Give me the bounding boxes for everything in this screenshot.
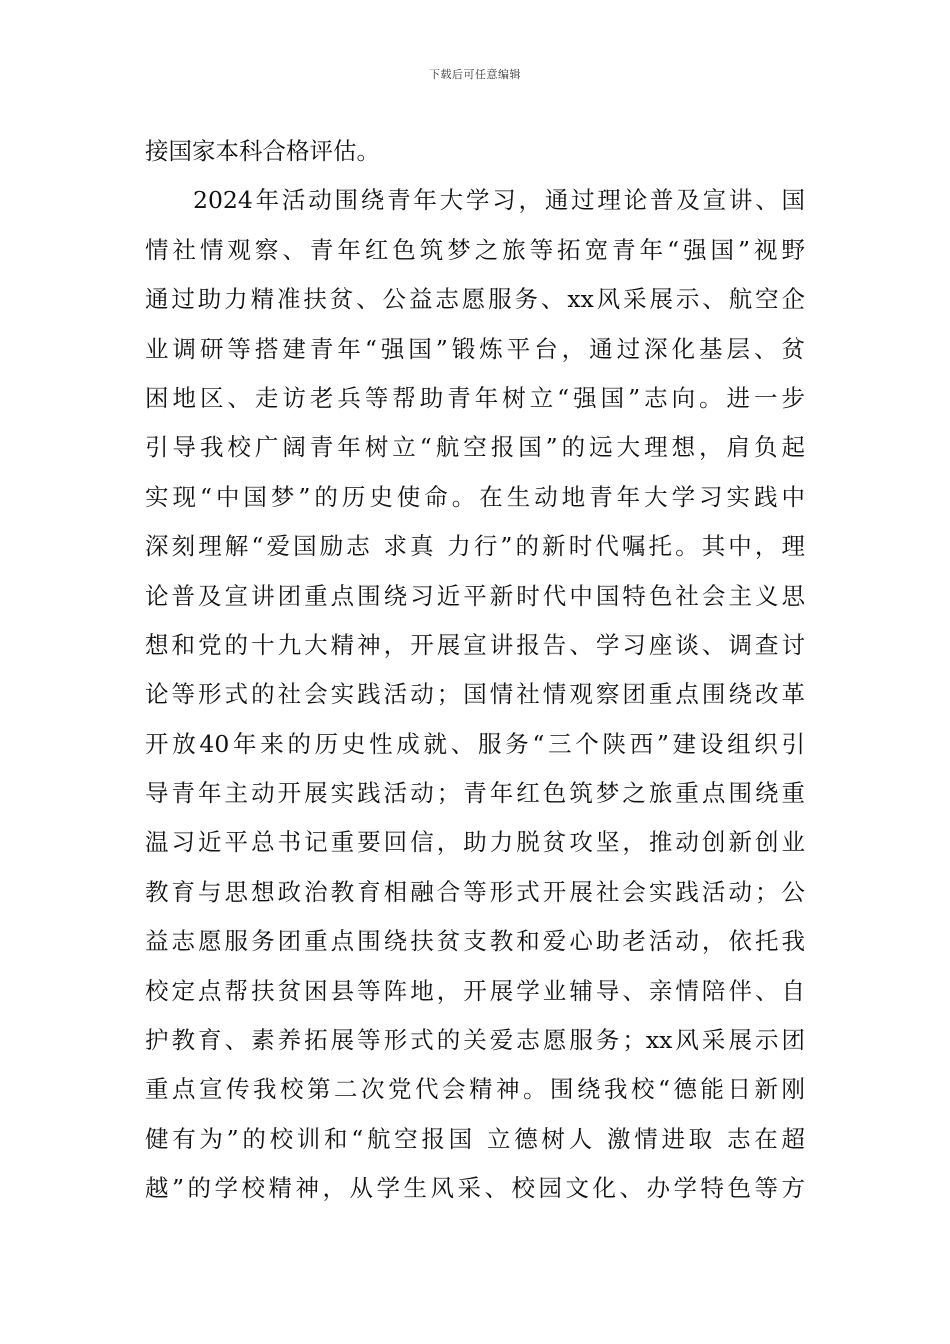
text-line: 业调研等搭建青年“强国”锻炼平台，通过深化基层、贫: [145, 334, 805, 363]
text-line: 论等形式的社会实践活动；国情社情观察团重点围绕改革: [145, 680, 805, 709]
text-line: 温习近平总书记重要回信，助力脱贫攻坚，推动创新创业: [145, 828, 805, 857]
text-line: 越”的学校精神，从学生风采、校园文化、办学特色等方: [145, 1174, 805, 1203]
text-line: 开放40年来的历史性成就、服务“三个陕西”建设组织引: [145, 729, 805, 758]
text-line: 想和党的十九大精神，开展宣讲报告、学习座谈、调查讨: [145, 630, 805, 659]
text-line: 困地区、走访老兵等帮助青年树立“强国”志向。进一步: [145, 383, 805, 412]
text-line: 导青年主动开展实践活动；青年红色筑梦之旅重点围绕重: [145, 779, 805, 808]
text-line: 论普及宣讲团重点围绕习近平新时代中国特色社会主义思: [145, 581, 805, 610]
page-header: 下载后可任意编辑: [429, 68, 521, 81]
text-line: 通过助力精准扶贫、公益志愿服务、xx风采展示、航空企: [145, 285, 805, 314]
text-line: 2024年活动围绕青年大学习，通过理论普及宣讲、国: [193, 186, 805, 215]
text-line: 接国家本科合格评估。: [145, 137, 380, 165]
text-line: 校定点帮扶贫困县等阵地，开展学业辅导、亲情陪伴、自: [145, 976, 805, 1005]
body-text: [145, 127, 805, 1214]
text-line: 健有为”的校训和“航空报国 立德树人 激情进取 志在超: [145, 1124, 805, 1153]
text-line: 情社情观察、青年红色筑梦之旅等拓宽青年“强国”视野: [145, 235, 805, 264]
text-line: 教育与思想政治教育相融合等形式开展社会实践活动；公: [145, 877, 805, 906]
text-line: 重点宣传我校第二次党代会精神。围绕我校“德能日新刚: [145, 1075, 805, 1104]
text-line: 深刻理解“爱国励志 求真 力行”的新时代嘱托。其中，理: [145, 532, 805, 561]
text-line: 引导我校广阔青年树立“航空报国”的远大理想，肩负起: [145, 433, 805, 462]
text-line: 护教育、素养拓展等形式的关爱志愿服务；xx风采展示团: [145, 1026, 805, 1055]
text-line: 益志愿服务团重点围绕扶贫支教和爱心助老活动，依托我: [145, 927, 805, 956]
text-line: 实现“中国梦”的历史使命。在生动地青年大学习实践中: [145, 482, 805, 511]
